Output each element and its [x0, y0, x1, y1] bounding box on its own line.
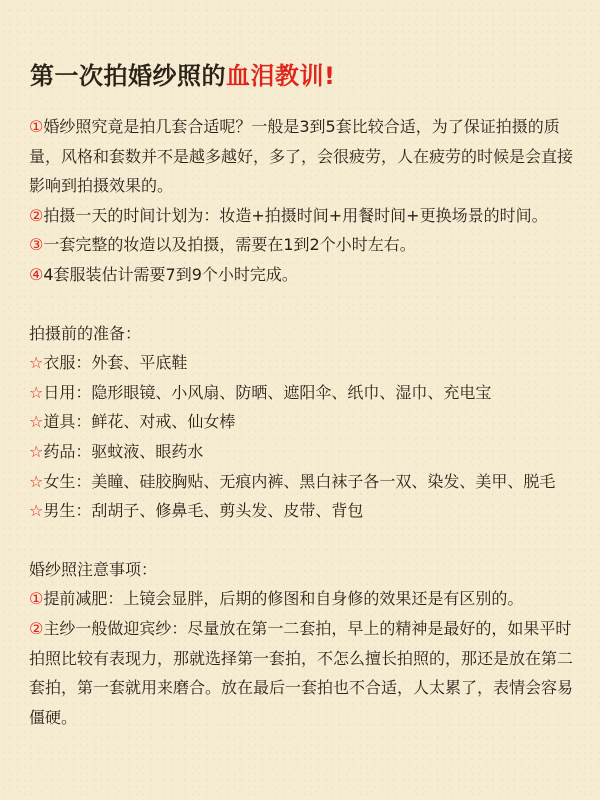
circled-number-icon: ② — [29, 618, 44, 638]
star-icon: ☆ — [29, 471, 44, 491]
section-spacer — [29, 526, 573, 555]
tips-section — [29, 112, 573, 290]
tip-item — [29, 260, 573, 290]
prep-item-text: 道具：鲜花、对戒、仙女棒 — [43, 412, 236, 432]
tip-text: 4套服装估计需要7到9个小时完成。 — [43, 264, 298, 284]
page-title — [30, 56, 335, 91]
prep-section — [29, 319, 573, 526]
note-item-text: 主纱一般做迎宾纱：尽量放在第一二套拍，早上的精神是最好的，如果平时拍照比较有表现力，那就选择第一套拍，不怎么擅长拍照的，那还是放在第二套拍，第一套就用来磨合。放在最后一套拍也不合适，人太累了，表情会容易僵硬。 — [29, 618, 574, 727]
star-icon: ☆ — [29, 382, 44, 402]
star-icon: ☆ — [29, 353, 44, 373]
prep-item-text: 药品：驱蚊液、眼药水 — [43, 441, 204, 461]
prep-item — [29, 467, 573, 497]
circled-number-icon: ③ — [29, 235, 44, 255]
tip-item — [29, 112, 573, 201]
section-spacer — [29, 290, 573, 319]
circled-number-icon: ④ — [29, 264, 44, 284]
circled-number-icon: ① — [29, 117, 44, 136]
prep-item-text: 日用：隐形眼镜、小风扇、防晒、遮阳伞、纸巾、湿巾、充电宝 — [43, 382, 492, 402]
tip-item — [29, 201, 573, 231]
notes-section — [29, 555, 573, 733]
tip-text: 拍摄一天的时间计划为：妆造+拍摄时间+用餐时间+更换场景的时间。 — [43, 205, 548, 225]
notes-heading: 婚纱照注意事项： — [29, 559, 158, 579]
tip-text: 一套完整的妆造以及拍摄，需要在1到2个小时左右。 — [43, 235, 416, 255]
title-highlight: 血泪教训! — [226, 62, 336, 90]
prep-item — [29, 407, 573, 437]
prep-heading: 拍摄前的准备： — [29, 323, 142, 343]
prep-item — [29, 437, 573, 467]
tip-text: 婚纱照究竟是拍几套合适呢？一般是3到5套比较合适，为了保证拍摄的质量，风格和套数并不是越多越好，多了，会很疲劳，人在疲劳的时候是会直接影响到拍摄效果的。 — [29, 117, 574, 196]
note-item-text: 提前减肥：上镜会显胖，后期的修图和自身修的效果还是有区别的。 — [43, 589, 524, 609]
circled-number-icon: ① — [29, 589, 44, 609]
prep-item-text: 衣服：外套、平底鞋 — [43, 353, 188, 373]
prep-item — [29, 496, 573, 526]
star-icon: ☆ — [29, 412, 44, 432]
title-prefix: 第一次拍婚纱照的 — [30, 62, 226, 90]
prep-item — [29, 348, 573, 378]
star-icon: ☆ — [29, 441, 44, 461]
note-item — [29, 614, 573, 732]
note-item — [29, 584, 573, 614]
prep-item-text: 男生：刮胡子、修鼻毛、剪头发、皮带、背包 — [43, 501, 364, 521]
prep-item-text: 女生：美瞳、硅胶胸贴、无痕内裤、黑白袜子各一双、染发、美甲、脱毛 — [43, 471, 556, 491]
tip-item — [29, 230, 573, 260]
note-content — [29, 112, 573, 732]
star-icon: ☆ — [29, 501, 44, 521]
circled-number-icon: ② — [29, 205, 44, 225]
prep-item — [29, 378, 573, 408]
